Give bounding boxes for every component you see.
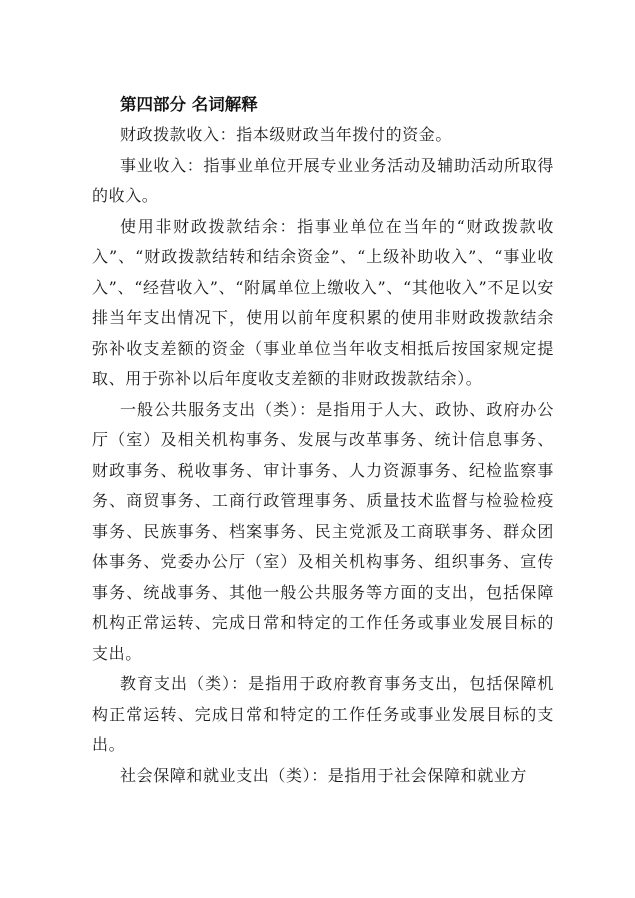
paragraph-non-fiscal-balance: 使用非财政拨款结余：指事业单位在当年的“财政拨款收入”、“财政拨款结转和结余资金”、“上级补助收入”、“事业收入”、“经营收入”、“附属单位上缴收入”、“其他收入”不足以安排当年支出情况下，使用以前年度积累的使用非财政拨款结余弥补收支差额的资金（事业单位当年收支相抵后按国家规定提取、用于弥补以后年度收支差额的非财政拨款结余）。 [92, 216, 554, 388]
paragraph-social-security-expenditure: 社会保障和就业支出（类）：是指用于社会保障和就业方 [120, 765, 528, 785]
paragraph-education-expenditure: 教育支出（类）：是指用于政府教育事务支出，包括保障机构正常运转、完成日常和特定的工作任务或事业发展目标的支出。 [92, 674, 554, 754]
paragraph-fiscal-appropriation-income: 财政拨款收入：指本级财政当年拨付的资金。 [120, 125, 453, 144]
section-heading: 第四部分 名词解释 [120, 95, 258, 114]
paragraph-business-income: 事业收入：指事业单位开展专业业务活动及辅助活动所取得的收入。 [92, 155, 554, 205]
paragraph-general-public-services: 一般公共服务支出（类）：是指用于人大、政协、政府办公厅（室）及相关机构事务、发展与改革事务、统计信息事务、财政事务、税收事务、审计事务、人力资源事务、纪检监察事务、商贸事务、工商行政管理事务、质量技术监督与检验检疫事务、民族事务、档案事务、民主党派及工商联事务、群众团体事务、党委办公厅（室）及相关机构事务、组织事务、宣传事务、统战事务、其他一般公共服务等方面的支出，包括保障机构正常运转、完成日常和特定的工作任务或事业发展目标的支出。 [92, 399, 554, 663]
document-body [92, 90, 554, 791]
